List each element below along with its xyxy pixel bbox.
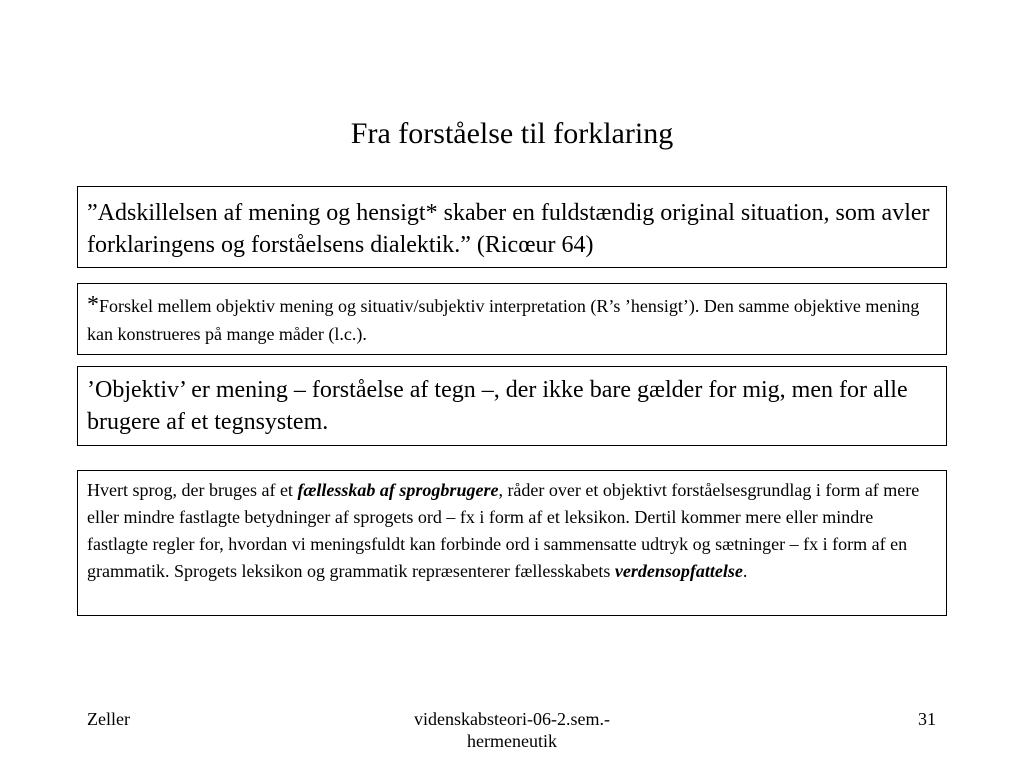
- quote-box: [77, 186, 947, 268]
- language-box: [77, 470, 947, 616]
- objective-box: [77, 366, 947, 446]
- footer-course: [362, 708, 662, 752]
- language-emphasis-community: fællesskab af sprogbrugere: [297, 480, 499, 500]
- language-text-part1: Hvert sprog, der bruges af et: [87, 480, 298, 500]
- footnote-box: [77, 283, 947, 355]
- footer-page-number: 31: [918, 709, 936, 729]
- objective-statement: ’Objektiv’ er mening – forståelse af tegn –, der ikke bare gælder for mig, men for alle brugere af et tegnsystem.: [87, 377, 908, 435]
- footnote-marker: *: [87, 292, 99, 318]
- language-emphasis-worldview: verdensopfattelse: [614, 561, 743, 581]
- slide-title: Fra forståelse til forklaring: [350, 117, 674, 150]
- ricoeur-quote: ”Adskillelsen af mening og hensigt* skaber en fuldstændig original situation, som avler forklaringens og forståelsens dialektik.” (Ricœur 64): [87, 200, 930, 258]
- language-text-part3: .: [742, 561, 748, 581]
- footer-course-line2: hermeneutik: [467, 731, 557, 751]
- footer-author: Zeller: [87, 709, 130, 729]
- footnote-text: Forskel mellem objektiv mening og situativ/subjektiv interpretation (R’s ’hensigt’). Den samme objektive mening kan konstrueres på mange måder (l.c.).: [87, 296, 920, 344]
- language-text-part2: , råder over et objektivt forståelsesgrundlag i form af mere eller mindre fastlagte betydninger af sprogets ord – fx i form af et leksikon. Dertil kommer mere eller mindre fastlagte regler for, hvordan vi meningsfuldt kan forbinde ord i sammensatte udtryk og sætninger – fx i form af en grammatik. Sprogets leksikon og grammatik repræsenterer fællesskabets: [87, 480, 920, 581]
- footer-course-line1: videnskabsteori-06-2.sem.-: [414, 709, 610, 729]
